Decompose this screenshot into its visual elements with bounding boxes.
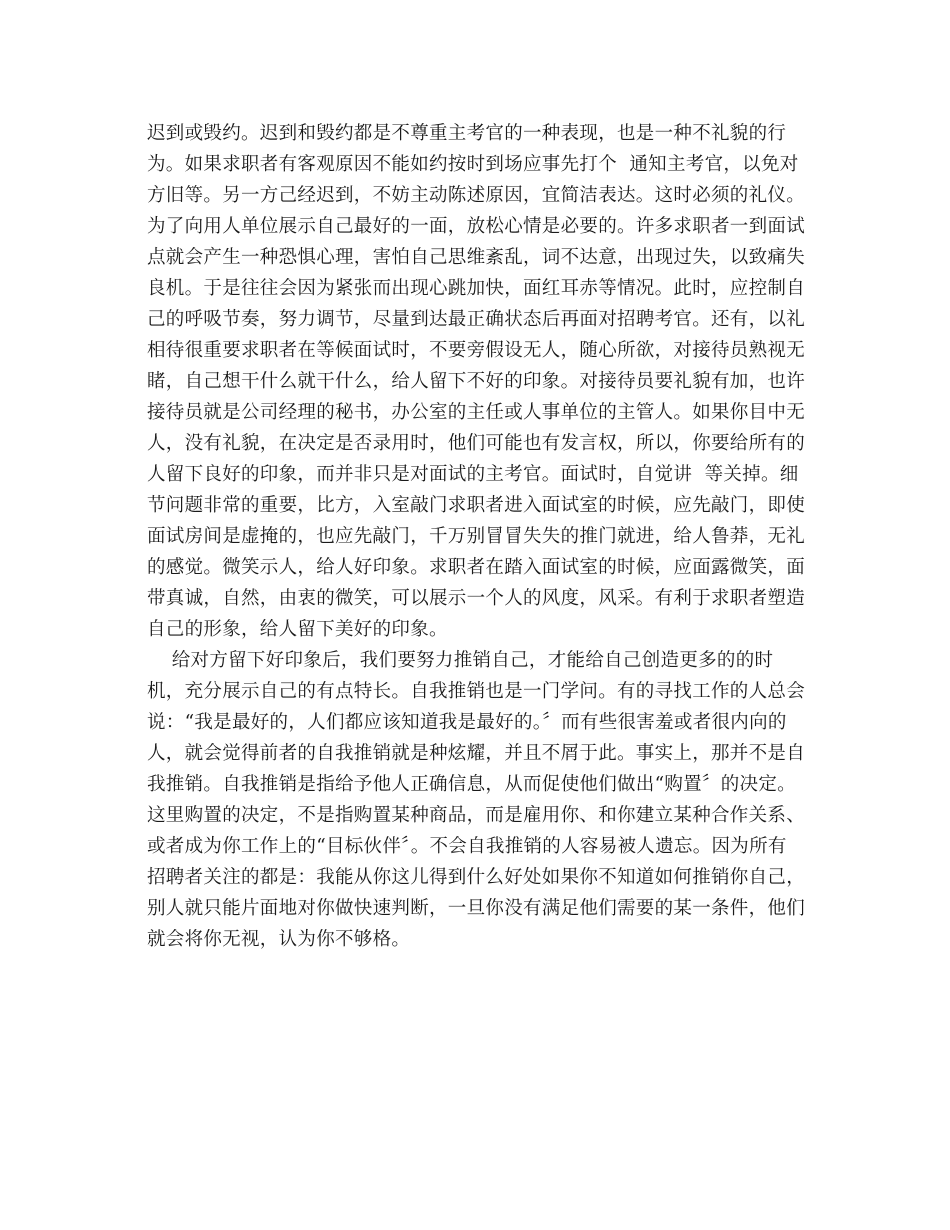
text-line: 睹，自己想干什么就干什么，给人留下不好的印象。对接待员要礼貌有加，也许: [147, 371, 806, 392]
text-line: 自己的形象，给人留下美好的印象。: [147, 619, 448, 640]
paragraph-2: [147, 645, 807, 955]
text-line: 相待很重要求职者在等候面试时，不要旁假设无人，随心所欲，对接待员熟视无: [147, 340, 806, 361]
text-line: 的感觉。微笑示人，给人好印象。求职者在踏入面试室的时候，应面露微笑，面: [147, 557, 806, 578]
text-line: 为。如果求职者有客观原因不能如约按时到场应事先打个 通知主考官，以免对: [147, 154, 799, 175]
text-line: 机，充分展示自己的有点特长。自我推销也是一门学问。有的寻找工作的人总会: [147, 681, 806, 702]
text-line: 这里购置的决定，不是指购置某种商品，而是雇用你、和你建立某种合作关系、: [147, 805, 806, 826]
text-line: 接待员就是公司经理的秘书，办公室的主任或人事单位的主管人。如果你目中无: [147, 402, 806, 423]
text-line: 迟到或毁约。迟到和毁约都是不尊重主考官的一种表现，也是一种不礼貌的行: [147, 123, 787, 144]
text-line: 良机。于是往往会因为紧张而出现心跳加快，面红耳赤等情况。此时，应控制自: [147, 278, 806, 299]
text-line: 人，就会觉得前者的自我推销就是种炫耀，并且不屑于此。事实上，那并不是自: [147, 743, 806, 764]
text-line: 己的呼吸节奏，努力调节，尽量到达最正确状态后再面对招聘考官。还有，以礼: [147, 309, 806, 330]
text-line: 节问题非常的重要，比方，入室敲门求职者进入面试室的时候，应先敲门，即使: [147, 495, 806, 516]
text-line: 就会将你无视，认为你不够格。: [147, 929, 411, 950]
text-line: 人，没有礼貌，在决定是否录用时，他们可能也有发言权，所以，你要给所有的: [147, 433, 806, 454]
text-line: 为了向用人单位展示自己最好的一面，放松心情是必要的。许多求职者一到面试: [147, 216, 806, 237]
text-line: 给对方留下好印象后，我们要努力推销自己，才能给自己创造更多的的时: [147, 650, 774, 671]
text-line: 面试房间是虚掩的，也应先敲门，千万别冒冒失失的推门就进，给人鲁莽，无礼: [147, 526, 806, 547]
text-line: 或者成为你工作上的“目标伙伴〞。不会自我推销的人容易被人遗忘。因为所有: [147, 836, 787, 857]
document-body: [147, 118, 807, 955]
text-line: 别人就只能片面地对你做快速判断，一旦你没有满足他们需要的某一条件，他们: [147, 898, 806, 919]
paragraph-1: [147, 118, 807, 645]
text-line: 说：“我是最好的，人们都应该知道我是最好的。〞而有些很害羞或者很内向的: [147, 712, 787, 733]
text-line: 招聘者关注的都是：我能从你这儿得到什么好处如果你不知道如何推销你自己，: [147, 867, 806, 888]
text-line: 人留下良好的印象，而并非只是对面试的主考官。面试时，自觉讲 等关掉。细: [147, 464, 799, 485]
text-line: 我推销。自我推销是指给予他人正确信息，从而促使他们做出“购置〞的决定。: [147, 774, 796, 795]
text-line: 方旧等。另一方己经迟到，不妨主动陈述原因，宜简洁表达。这时必须的礼仪。: [147, 185, 806, 206]
text-line: 带真诚，自然，由衷的微笑，可以展示一个人的风度，风采。有利于求职者塑造: [147, 588, 806, 609]
text-line: 点就会产生一种恐惧心理，害怕自己思维紊乱，词不达意，出现过失，以致痛失: [147, 247, 806, 268]
